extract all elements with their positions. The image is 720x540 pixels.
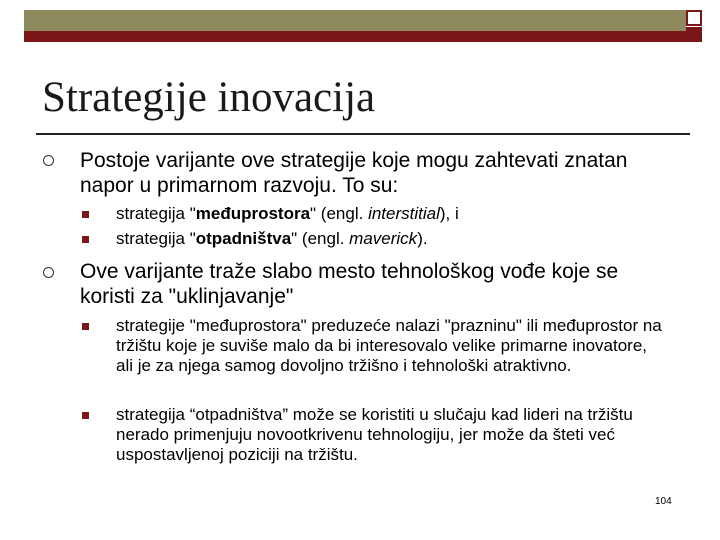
- italic-term: interstitial: [368, 204, 440, 223]
- square-bullet-icon: [82, 323, 89, 330]
- circle-bullet-icon: [43, 267, 54, 278]
- text-part: " (engl.: [310, 204, 369, 223]
- square-bullet-icon: [82, 211, 89, 218]
- bold-term: otpadništva: [195, 229, 292, 248]
- sub-bullet-2-2: strategija “otpadništva” može se koristiti u slučaju kad lideri na tržištu nerado primenjuju novootkrivenu tehnologiju, jer može da šteti već uspostavljenoj poziciji na tržištu.: [116, 405, 633, 464]
- text-part: ), i: [439, 204, 459, 223]
- text-part: strategija ": [116, 229, 196, 248]
- italic-term: maverick: [349, 229, 418, 248]
- square-bullet-icon: [82, 236, 89, 243]
- text-part: ).: [417, 229, 428, 248]
- page-number: 104: [655, 496, 672, 507]
- sub-bullet-1-1: [116, 204, 676, 224]
- slide-title: Strategije inovacija: [42, 74, 376, 121]
- circle-bullet-icon: [43, 155, 54, 166]
- bold-term: međuprostora: [195, 204, 311, 223]
- text-part: strategija ": [116, 204, 196, 223]
- sub-bullet-1-2: [116, 229, 676, 249]
- square-bullet-icon: [82, 412, 89, 419]
- bullet-2: Ove varijante traže slabo mesto tehnološkog vođe koje se koristi za "uklinjavanje": [80, 260, 619, 308]
- bullet-1: Postoje varijante ove strategije koje mogu zahtevati znatan napor u primarnom razvoju. To su:: [80, 149, 628, 197]
- text-part: " (engl.: [291, 229, 350, 248]
- sub-bullet-2-1: strategije "međuprostora" preduzeće nalazi "prazninu" ili međuprostor na tržištu koje je suviše malo da bi interesovalo velike primarne inovatore, ali je za njega samog dovoljno tržišno i tehnološki atraktivno.: [116, 316, 662, 375]
